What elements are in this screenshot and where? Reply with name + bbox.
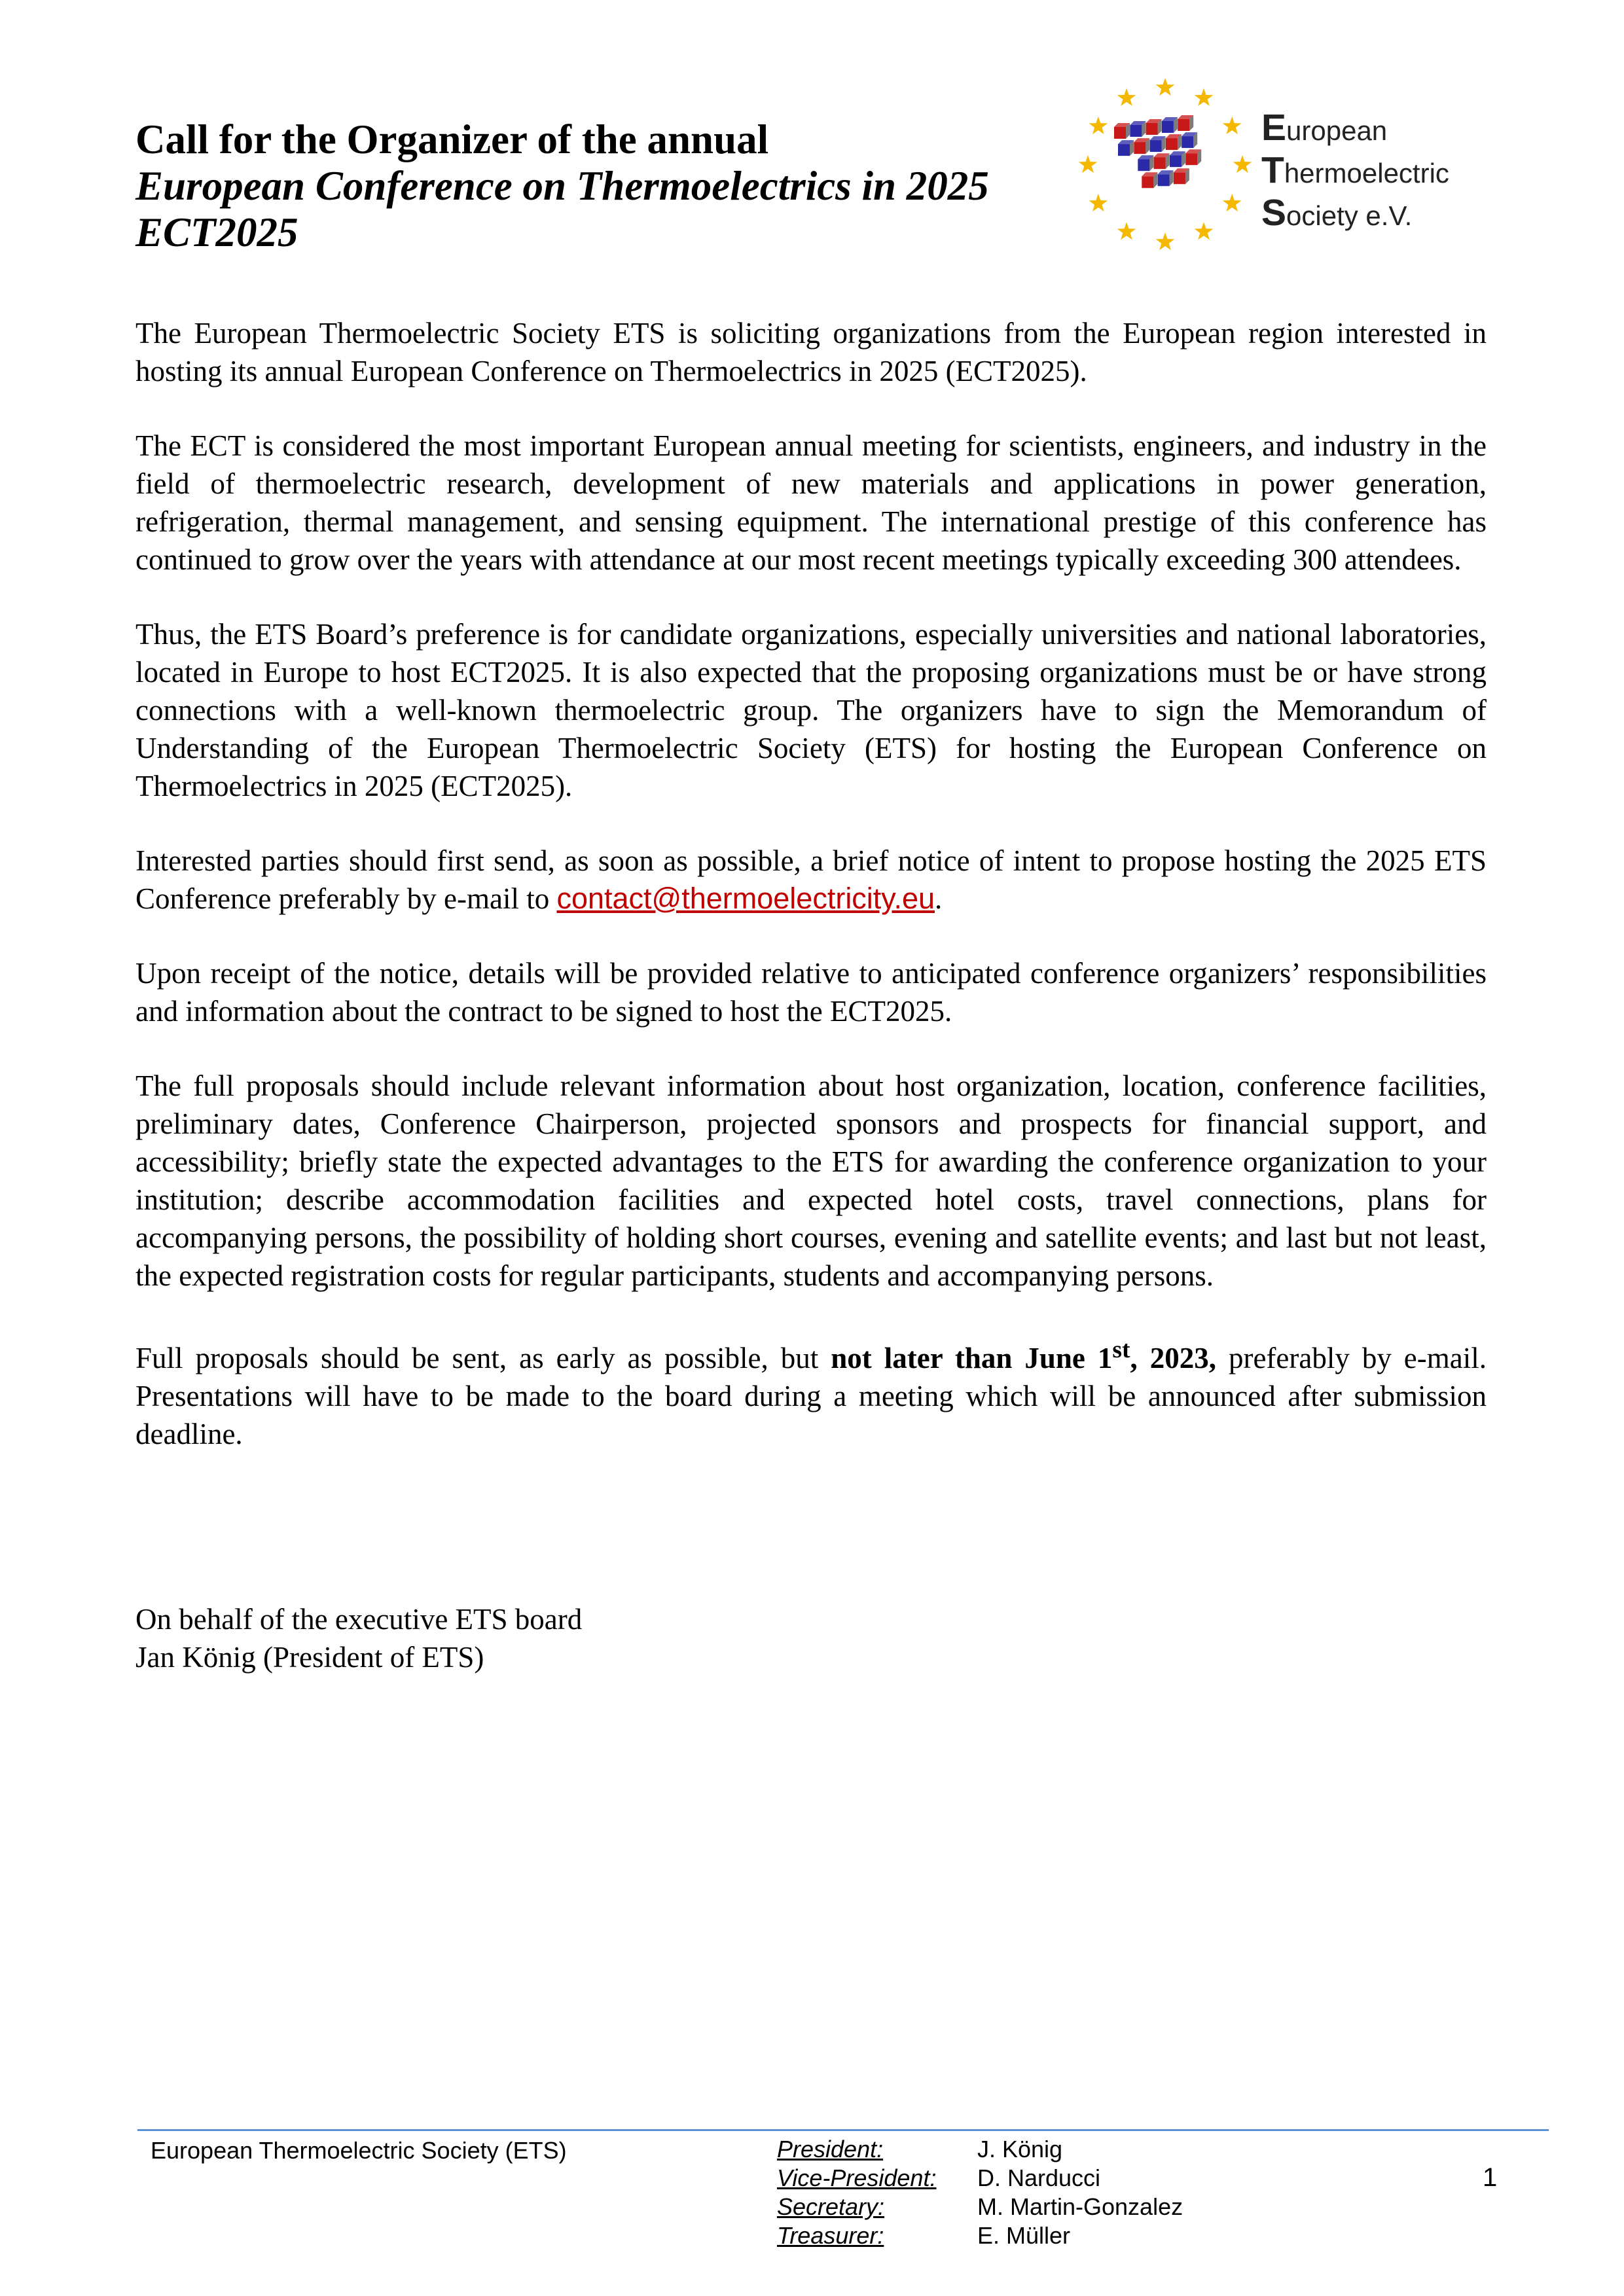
role-secretary: Secretary:: [777, 2193, 885, 2220]
footer-organization: European Thermoelectric Society (ETS): [151, 2137, 567, 2164]
logo-star-icon: [1089, 117, 1108, 134]
logo-star-icon: [1156, 232, 1175, 250]
signature-line-1: On behalf of the executive ETS board: [135, 1603, 583, 1636]
logo-cube-icon: [1178, 115, 1193, 131]
logo-letter-s: S: [1261, 192, 1287, 234]
logo-star-icon: [1195, 222, 1214, 240]
title-line-1: Call for the Organizer of the annual: [135, 117, 769, 162]
logo-cube-icon: [1162, 117, 1178, 133]
deadline-date-a: not later than June 1: [831, 1342, 1113, 1374]
footer-divider: [137, 2129, 1549, 2131]
logo-cube-icon: [1146, 119, 1162, 135]
logo-word-european: uropean: [1286, 115, 1388, 146]
logo-word-society: ociety e.V.: [1286, 200, 1413, 231]
logo-star-icon: [1089, 194, 1108, 211]
document-title: [135, 117, 1052, 256]
logo-star-icon: [1233, 155, 1252, 173]
logo-cube-icon: [1174, 168, 1189, 184]
logo-cube-icon: [1138, 155, 1153, 171]
logo-star-icon: [1195, 88, 1214, 106]
deadline-text-end: preferably by e-mail. Presentations will have to be made to the board during a meeting which will be announced after submission deadline.: [135, 1342, 1487, 1450]
paragraph-deadline: [135, 1331, 1487, 1453]
logo-star-icon: [1117, 222, 1136, 240]
logo-cube-icon: [1185, 149, 1201, 165]
signature-line-2: Jan König (President of ETS): [135, 1641, 484, 1674]
logo-cube-icon: [1154, 153, 1170, 169]
name-secretary: M. Martin-Gonzalez: [977, 2193, 1183, 2220]
name-vice-president: D. Narducci: [977, 2164, 1101, 2191]
paragraph-importance: The ECT is considered the most important European annual meeting for scientists, engineers, and industry in the field of thermoelectric research, development of new materials and applications in power generation, refrigeration, thermal management, and sensing equipment. The international prestige of this conference has continued to grow over the years with attendance at our most recent meetings typically exceeding 300 attendees.: [135, 429, 1487, 576]
signature-block: [135, 1600, 582, 1676]
paragraph-receipt: Upon receipt of the notice, details will be provided relative to anticipated conference organizers’ responsibilities and information about the contract to be signed to host the ECT2025.: [135, 957, 1487, 1028]
logo-cube-icon: [1182, 132, 1197, 148]
logo-word-thermoelectric: hermoelectric: [1284, 158, 1449, 188]
deadline-date-b: , 2023,: [1130, 1342, 1216, 1374]
paragraph-notice-text: Interested parties should first send, as soon as possible, a brief notice of intent to propose hosting the 2025 ETS Conference preferably by e-mail to: [135, 844, 1487, 915]
logo-star-icon: [1156, 78, 1175, 96]
logo-cube-icon: [1170, 151, 1185, 167]
paragraph-proposal-content: The full proposals should include relevant information about host organization, location, conference facilities, preliminary dates, Conference Chairperson, projected sponsors and prospects for financial support, and accessibility; briefly state the expected advantages to the ETS for awarding the conference organization to your institution; describe accommodation facilities and expected hotel costs, travel connections, plans for accompanying persons, the possibility of holding short courses, evening and satellite events; and last but not least, the expected registration costs for regular participants, students and accompanying persons.: [135, 1069, 1487, 1292]
paragraph-preference: Thus, the ETS Board’s preference is for candidate organizations, especially universities and national laboratories, located in Europe to host ECT2025. It is also expected that the proposing organizations must be or have strong connections with a well-known thermoelectric group. The organizers have to sign the Memorandum of Understanding of the European Thermoelectric Society (ETS) for hosting the European Conference on Thermoelectrics in 2025 (ECT2025).: [135, 618, 1487, 802]
footer-names: [977, 2135, 1183, 2250]
logo-wordmark: [1261, 108, 1449, 236]
name-president: J. König: [977, 2136, 1063, 2162]
logo-cube-icon: [1166, 134, 1182, 150]
page-number: 1: [1483, 2163, 1498, 2192]
logo-cube-icon: [1142, 172, 1157, 188]
letter-body: [135, 314, 1487, 1490]
logo-star-icon: [1079, 155, 1098, 173]
logo-star-icon: [1223, 117, 1242, 134]
deadline-text: Full proposals should be sent, as early as possible, but: [135, 1342, 831, 1374]
logo-cube-icon: [1134, 138, 1149, 154]
role-president: President:: [777, 2136, 884, 2162]
deadline-date-sup: st: [1112, 1336, 1130, 1363]
logo-cube-icon: [1150, 136, 1166, 152]
logo-letter-e: E: [1261, 107, 1287, 149]
logo-cube-icon: [1158, 170, 1174, 186]
logo-emblem-icon: [1074, 72, 1263, 262]
title-line-2: European Conference on Thermoelectrics in 2025: [135, 163, 989, 209]
role-vice-president: Vice-President:: [777, 2164, 937, 2191]
contact-email-link[interactable]: contact@thermoelectricity.eu: [556, 882, 935, 915]
paragraph-notice: [135, 842, 1487, 918]
role-treasurer: Treasurer:: [777, 2222, 884, 2249]
paragraph-notice-end: .: [935, 882, 943, 915]
ets-logo: [1074, 72, 1492, 262]
deadline-date: [831, 1336, 1216, 1374]
footer-roles: [777, 2135, 936, 2250]
paragraph-intro: The European Thermoelectric Society ETS is soliciting organizations from the European region interested in hosting its annual European Conference on Thermoelectrics in 2025 (ECT2025).: [135, 317, 1487, 387]
logo-star-icon: [1117, 88, 1136, 106]
logo-star-icon: [1223, 194, 1242, 211]
title-line-3: ECT2025: [135, 209, 298, 255]
logo-cube-icon: [1114, 123, 1130, 139]
logo-cube-icon: [1130, 121, 1146, 137]
logo-letter-t: T: [1261, 149, 1284, 191]
logo-cube-icon: [1118, 140, 1134, 156]
name-treasurer: E. Müller: [977, 2222, 1071, 2249]
